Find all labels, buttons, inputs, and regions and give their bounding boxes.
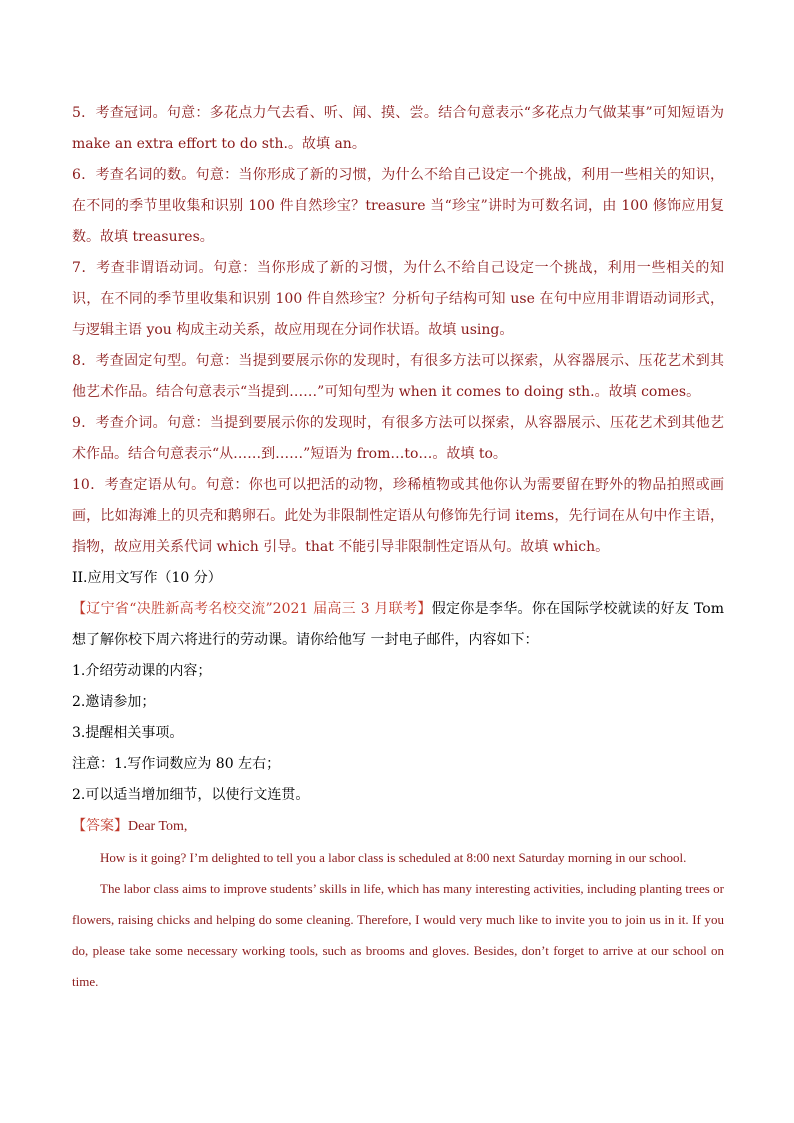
explanation-10: 10．考查定语从句。句意：你也可以把活的动物，珍稀植物或其他你认为需要留在野外的物品拍照或画画，比如海滩上的贝壳和鹅卵石。此处为非限制性定语从句修饰先行词 items，先行词在从句中作主语，指物，故应用关系代词 which 引导。that 不能引导非限制性定语从句。故填 which。 bbox=[72, 477, 724, 555]
answer-label: 【答案】 bbox=[72, 818, 128, 834]
explanation-7: 7．考查非谓语动词。句意：当你形成了新的习惯，为什么不给自己设定一个挑战，利用一些相关的知识，在不同的季节里收集和识别 100 件自然珍宝？分析句子结构可知 use 在句中应用非谓语动词形式，与逻辑主语 you 构成主动关系，故应用现在分词作状语。故填 using。 bbox=[72, 260, 724, 338]
page-content bbox=[72, 98, 724, 997]
letter-paragraph-2: The labor class aims to improve students’ skills in life, which has many interesting activities, including planting trees or flowers, raising chicks and helping do some cleaning. Therefore, I would very much like to invite you to join us in it. If you do, please take some necessary working tools, such as brooms and gloves. Besides, don’t forget to arrive at our school on time. bbox=[72, 881, 724, 989]
explanation-5: 5．考查冠词。句意：多花点力气去看、听、闻、摸、尝。结合句意表示“多花点力气做某事”可知短语为 make an extra effort to do sth.。故填 an。 bbox=[72, 105, 724, 152]
task-item-3: 3.提醒相关事项。 bbox=[72, 725, 184, 741]
answer-salutation: Dear Tom, bbox=[128, 819, 188, 834]
explanation-6: 6．考查名词的数。句意：当你形成了新的习惯，为什么不给自己设定一个挑战，利用一些相关的知识，在不同的季节里收集和识别 100 件自然珍宝？treasure 当“珍宝”讲时为可数名词，由 100 修饰应用复数。故填 treasures。 bbox=[72, 167, 724, 245]
explanation-9: 9．考查介词。句意：当提到要展示你的发现时，有很多方法可以探索，从容器展示、压花艺术到其他艺术作品。结合句意表示“从……到……”短语为 from…to…。故填 to。 bbox=[72, 415, 724, 462]
note-2: 2.可以适当增加细节，以使行文连贯。 bbox=[72, 787, 310, 803]
note-1: 注意：1.写作词数应为 80 左右； bbox=[72, 756, 281, 772]
task-item-2: 2.邀请参加； bbox=[72, 694, 156, 710]
explanation-8: 8．考查固定句型。句意：当提到要展示你的发现时，有很多方法可以探索，从容器展示、压花艺术到其他艺术作品。结合句意表示“当提到……”可知句型为 when it comes to doing sth.。故填 comes。 bbox=[72, 353, 724, 400]
task-item-1: 1.介绍劳动课的内容； bbox=[72, 663, 212, 679]
source-tag: 【辽宁省“决胜新高考名校交流”2021 届高三 3 月联考】 bbox=[72, 601, 432, 617]
prompt-text: 假定你是李华。你在国际学校就读的好友 Tom 想了解你校下周六将进行的劳动课。请你给他写 一封电子邮件，内容如下： bbox=[72, 601, 725, 648]
letter-paragraph-1: How is it going? I’m delighted to tell you a labor class is scheduled at 8:00 next Saturday morning in our school. bbox=[100, 850, 687, 865]
section-heading: II.应用文写作（10 分） bbox=[72, 570, 222, 586]
answer-header bbox=[72, 811, 724, 842]
section-prompt bbox=[72, 594, 724, 656]
